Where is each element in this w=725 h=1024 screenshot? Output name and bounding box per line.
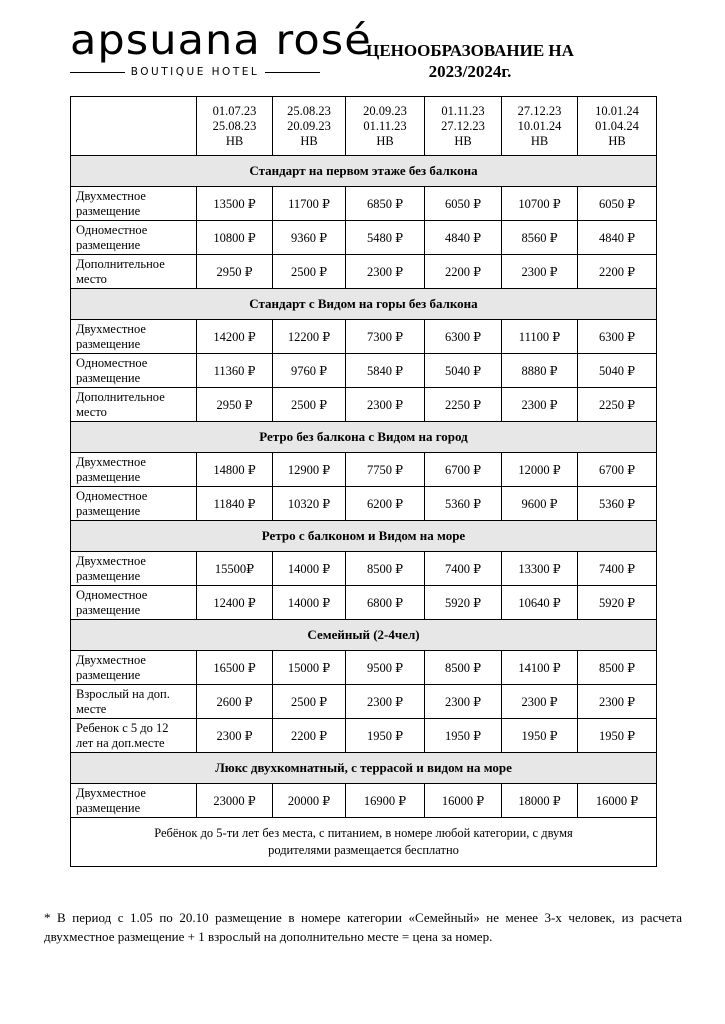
price-cell: 2500 ₽ xyxy=(273,685,346,719)
price-cell: 10700 ₽ xyxy=(502,187,578,221)
price-cell: 11840 ₽ xyxy=(197,487,273,521)
price-cell: 15500₽ xyxy=(197,552,273,586)
room-category-row xyxy=(71,620,657,651)
price-cell: 7750 ₽ xyxy=(346,453,425,487)
price-cell: 2950 ₽ xyxy=(197,255,273,289)
price-table xyxy=(70,96,657,867)
price-cell: 11360 ₽ xyxy=(197,354,273,388)
price-row xyxy=(71,388,657,422)
price-cell: 11100 ₽ xyxy=(502,320,578,354)
accommodation-type-line: Одноместное xyxy=(76,488,148,503)
accommodation-type-line: Двухместное xyxy=(76,652,146,667)
price-cell: 6300 ₽ xyxy=(578,320,657,354)
hotel-logo xyxy=(70,16,372,78)
price-cell: 2300 ₽ xyxy=(346,388,425,422)
room-category-row xyxy=(71,422,657,453)
price-cell: 5840 ₽ xyxy=(346,354,425,388)
accommodation-type-cell xyxy=(71,320,197,354)
accommodation-type-cell xyxy=(71,552,197,586)
price-cell: 10320 ₽ xyxy=(273,487,346,521)
price-cell: 16900 ₽ xyxy=(346,784,425,818)
price-cell: 5360 ₽ xyxy=(425,487,502,521)
accommodation-type-line: размещение xyxy=(76,667,141,682)
accommodation-type-cell xyxy=(71,453,197,487)
price-cell: 5480 ₽ xyxy=(346,221,425,255)
accommodation-type-line: место xyxy=(76,404,107,419)
price-cell: 16000 ₽ xyxy=(425,784,502,818)
accommodation-type-line: лет на доп.месте xyxy=(76,735,165,750)
logo-subtitle xyxy=(70,66,320,78)
room-category-title: Ретро без балкона с Видом на город xyxy=(71,422,657,453)
accommodation-type-line: месте xyxy=(76,701,107,716)
price-cell: 9760 ₽ xyxy=(273,354,346,388)
price-cell: 2300 ₽ xyxy=(346,685,425,719)
price-cell: 5920 ₽ xyxy=(578,586,657,620)
price-cell: 7400 ₽ xyxy=(425,552,502,586)
price-cell: 6850 ₽ xyxy=(346,187,425,221)
price-cell: 8500 ₽ xyxy=(346,552,425,586)
room-category-title: Стандарт с Видом на горы без балкона xyxy=(71,289,657,320)
price-cell: 12900 ₽ xyxy=(273,453,346,487)
price-cell: 6050 ₽ xyxy=(425,187,502,221)
accommodation-type-cell xyxy=(71,784,197,818)
price-cell: 1950 ₽ xyxy=(578,719,657,753)
room-category-title: Семейный (2-4чел) xyxy=(71,620,657,651)
room-category-row xyxy=(71,156,657,187)
price-row xyxy=(71,719,657,753)
price-cell: 6800 ₽ xyxy=(346,586,425,620)
price-cell: 4840 ₽ xyxy=(425,221,502,255)
price-cell: 2300 ₽ xyxy=(197,719,273,753)
price-row xyxy=(71,586,657,620)
accommodation-type-line: Двухместное xyxy=(76,188,146,203)
price-cell: 14100 ₽ xyxy=(502,651,578,685)
room-category-row xyxy=(71,753,657,784)
price-cell: 2300 ₽ xyxy=(502,388,578,422)
accommodation-type-line: размещение xyxy=(76,469,141,484)
price-cell: 7400 ₽ xyxy=(578,552,657,586)
price-cell: 14000 ₽ xyxy=(273,586,346,620)
accommodation-type-cell xyxy=(71,487,197,521)
child-note-cell xyxy=(71,818,657,867)
price-cell: 1950 ₽ xyxy=(502,719,578,753)
accommodation-type-line: Двухместное xyxy=(76,553,146,568)
accommodation-type-line: размещение xyxy=(76,503,141,518)
price-cell: 20000 ₽ xyxy=(273,784,346,818)
price-row xyxy=(71,255,657,289)
price-cell: 11700 ₽ xyxy=(273,187,346,221)
room-category-row xyxy=(71,289,657,320)
period-header-line: 27.12.23 xyxy=(517,103,562,118)
period-header-line: НВ xyxy=(608,133,626,148)
price-cell: 8880 ₽ xyxy=(502,354,578,388)
price-cell: 2500 ₽ xyxy=(273,255,346,289)
price-cell: 7300 ₽ xyxy=(346,320,425,354)
price-cell: 2500 ₽ xyxy=(273,388,346,422)
price-row xyxy=(71,453,657,487)
accommodation-type-cell xyxy=(71,255,197,289)
accommodation-type-line: Одноместное xyxy=(76,222,148,237)
price-cell: 23000 ₽ xyxy=(197,784,273,818)
period-header-line: 10.01.24 xyxy=(595,103,639,118)
price-table-body xyxy=(71,97,657,867)
price-cell: 14200 ₽ xyxy=(197,320,273,354)
price-cell: 1950 ₽ xyxy=(346,719,425,753)
price-cell: 5040 ₽ xyxy=(425,354,502,388)
room-category-title: Люкс двухкомнатный, с террасой и видом на море xyxy=(71,753,657,784)
price-cell: 18000 ₽ xyxy=(502,784,578,818)
price-cell: 2250 ₽ xyxy=(578,388,657,422)
period-header-line: 10.01.24 xyxy=(517,118,562,133)
accommodation-type-cell xyxy=(71,221,197,255)
accommodation-type-line: размещение xyxy=(76,203,141,218)
accommodation-type-line: Двухместное xyxy=(76,454,146,469)
period-header-cell xyxy=(578,97,657,156)
accommodation-type-line: размещение xyxy=(76,370,141,385)
price-cell: 15000 ₽ xyxy=(273,651,346,685)
price-cell: 9500 ₽ xyxy=(346,651,425,685)
child-note-line: Ребёнок до 5-ти лет без места, с питанием, в номере любой категории, с двумя xyxy=(154,826,573,840)
accommodation-type-cell xyxy=(71,586,197,620)
price-cell: 2300 ₽ xyxy=(425,685,502,719)
page-title xyxy=(345,40,595,82)
price-cell: 2300 ₽ xyxy=(502,255,578,289)
accommodation-type-cell xyxy=(71,354,197,388)
price-cell: 12200 ₽ xyxy=(273,320,346,354)
price-cell: 6700 ₽ xyxy=(578,453,657,487)
period-header-line: 20.09.23 xyxy=(363,103,407,118)
logo-subtitle-text: BOUTIQUE HOTEL xyxy=(130,66,260,78)
price-row xyxy=(71,354,657,388)
price-cell: 10800 ₽ xyxy=(197,221,273,255)
footnote: * В период с 1.05 по 20.10 размещение в номере категории «Семейный» не менее 3-х человек, из расчета двухместное размещение + 1 взрослый на дополнительно месте = цена за номер. xyxy=(44,910,682,944)
period-header-line: НВ xyxy=(300,133,318,148)
price-cell: 13300 ₽ xyxy=(502,552,578,586)
accommodation-type-cell xyxy=(71,388,197,422)
price-cell: 4840 ₽ xyxy=(578,221,657,255)
price-cell: 14000 ₽ xyxy=(273,552,346,586)
period-header-row xyxy=(71,97,657,156)
price-cell: 2200 ₽ xyxy=(273,719,346,753)
accommodation-type-cell xyxy=(71,685,197,719)
period-header-line: 25.08.23 xyxy=(212,118,257,133)
period-header-line: 01.11.23 xyxy=(363,118,407,133)
child-note-line: родителями размещается бесплатно xyxy=(268,843,459,857)
price-cell: 5920 ₽ xyxy=(425,586,502,620)
price-cell: 9360 ₽ xyxy=(273,221,346,255)
price-cell: 2200 ₽ xyxy=(425,255,502,289)
accommodation-type-line: Одноместное xyxy=(76,587,148,602)
room-category-title: Ретро с балконом и Видом на море xyxy=(71,521,657,552)
price-cell: 6200 ₽ xyxy=(346,487,425,521)
price-cell: 6700 ₽ xyxy=(425,453,502,487)
accommodation-type-line: размещение xyxy=(76,237,141,252)
child-note-row xyxy=(71,818,657,867)
accommodation-type-line: Дополнительное xyxy=(76,256,165,271)
logo-wordmark: apsuana rosé xyxy=(70,16,372,64)
price-row xyxy=(71,651,657,685)
period-header-line: 01.11.23 xyxy=(441,103,485,118)
price-cell: 16500 ₽ xyxy=(197,651,273,685)
period-header-line: НВ xyxy=(454,133,472,148)
price-cell: 2600 ₽ xyxy=(197,685,273,719)
price-cell: 16000 ₽ xyxy=(578,784,657,818)
page-title-line-2: 2023/2024г. xyxy=(428,62,512,81)
period-header-cell xyxy=(197,97,273,156)
price-cell: 6050 ₽ xyxy=(578,187,657,221)
price-cell: 6300 ₽ xyxy=(425,320,502,354)
accommodation-type-line: Взрослый на доп. xyxy=(76,686,170,701)
period-header-line: 25.08.23 xyxy=(287,103,331,118)
price-cell: 2200 ₽ xyxy=(578,255,657,289)
price-cell: 10640 ₽ xyxy=(502,586,578,620)
accommodation-type-line: Одноместное xyxy=(76,355,148,370)
price-cell: 2300 ₽ xyxy=(346,255,425,289)
period-header-line: НВ xyxy=(225,133,244,148)
page-title-line-1: ЦЕНООБРАЗОВАНИЕ НА xyxy=(366,41,574,60)
accommodation-type-line: размещение xyxy=(76,336,141,351)
logo-rule-left xyxy=(70,72,125,73)
price-row xyxy=(71,187,657,221)
header-corner-cell xyxy=(71,97,197,156)
accommodation-type-line: Двухместное xyxy=(76,785,146,800)
period-header-cell xyxy=(502,97,578,156)
period-header-line: 20.09.23 xyxy=(287,118,331,133)
logo-rule-right xyxy=(265,72,320,73)
price-cell: 2250 ₽ xyxy=(425,388,502,422)
accommodation-type-cell xyxy=(71,651,197,685)
accommodation-type-line: размещение xyxy=(76,568,141,583)
price-cell: 8500 ₽ xyxy=(425,651,502,685)
price-cell: 2300 ₽ xyxy=(578,685,657,719)
price-cell: 5040 ₽ xyxy=(578,354,657,388)
price-row xyxy=(71,784,657,818)
price-cell: 2300 ₽ xyxy=(502,685,578,719)
period-header-cell xyxy=(273,97,346,156)
price-cell: 13500 ₽ xyxy=(197,187,273,221)
price-cell: 5360 ₽ xyxy=(578,487,657,521)
accommodation-type-line: размещение xyxy=(76,602,141,617)
price-cell: 8500 ₽ xyxy=(578,651,657,685)
price-cell: 14800 ₽ xyxy=(197,453,273,487)
period-header-cell xyxy=(346,97,425,156)
price-cell: 8560 ₽ xyxy=(502,221,578,255)
price-row xyxy=(71,552,657,586)
accommodation-type-cell xyxy=(71,187,197,221)
price-row xyxy=(71,487,657,521)
period-header-line: 01.07.23 xyxy=(212,103,257,118)
room-category-title: Стандарт на первом этаже без балкона xyxy=(71,156,657,187)
price-cell: 12400 ₽ xyxy=(197,586,273,620)
accommodation-type-line: размещение xyxy=(76,800,141,815)
accommodation-type-line: Двухместное xyxy=(76,321,146,336)
price-row xyxy=(71,320,657,354)
accommodation-type-line: Ребенок с 5 до 12 xyxy=(76,720,169,735)
price-row xyxy=(71,221,657,255)
period-header-cell xyxy=(425,97,502,156)
price-row xyxy=(71,685,657,719)
price-cell: 9600 ₽ xyxy=(502,487,578,521)
period-header-line: 27.12.23 xyxy=(441,118,485,133)
period-header-line: НВ xyxy=(530,133,549,148)
room-category-row xyxy=(71,521,657,552)
price-cell: 12000 ₽ xyxy=(502,453,578,487)
accommodation-type-line: Дополнительное xyxy=(76,389,165,404)
accommodation-type-cell xyxy=(71,719,197,753)
period-header-line: НВ xyxy=(376,133,394,148)
period-header-line: 01.04.24 xyxy=(595,118,639,133)
price-cell: 2950 ₽ xyxy=(197,388,273,422)
accommodation-type-line: место xyxy=(76,271,107,286)
price-cell: 1950 ₽ xyxy=(425,719,502,753)
